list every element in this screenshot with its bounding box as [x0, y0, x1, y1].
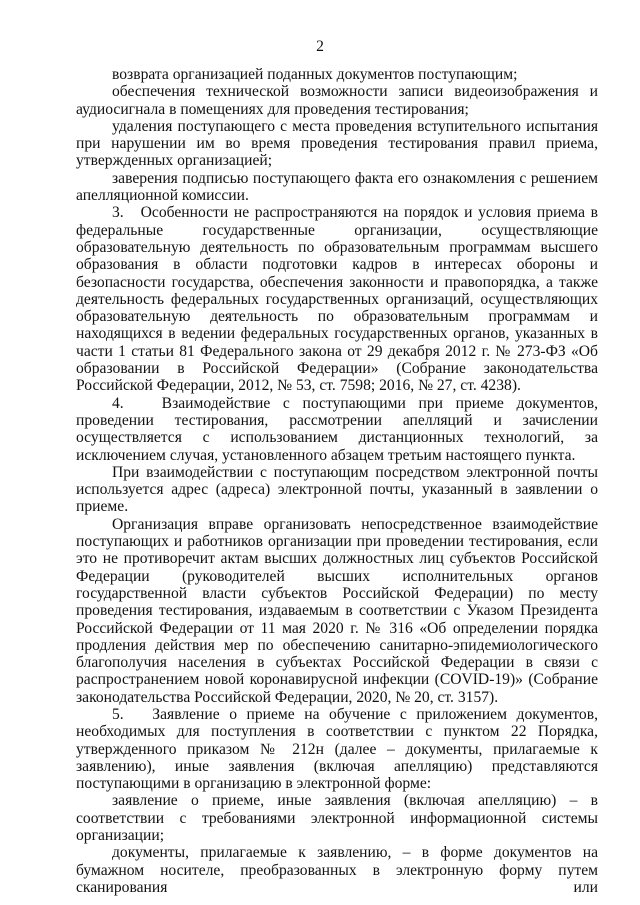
page-number: 2: [316, 38, 324, 55]
paragraph: документы, прилагаемые к заявлению, – в форме документов на бумажном носителе, преобразованных в электронную форму путем сканирования или: [76, 844, 598, 896]
paragraph: При взаимодействии с поступающим посредством электронной почты используется адрес (адреса) электронной почты, указанный в заявлении о приеме.: [76, 463, 598, 516]
paragraph: возврата организацией поданных документов поступающим;: [112, 66, 518, 83]
paragraph-item-3: 3. Особенности не распространяются на порядок и условия приема в федеральные государственные организации, осуществляющие образовательную деятельность по образовательным программам высшего образования в области подготовки кадров в интересах обороны и безопасности государства, обеспечения законности и правопорядка, а также деятельность федеральных государственных организаций, осуществляющих образовательную деятельность по образовательным программам и находящихся в ведении федеральных государственных органов, указанных в части 1 статьи 81 Федерального закона от 29 декабря 2012 г. № 273-ФЗ «Об образовании в Российской Федерации» (Собрание законодательства Российской Федерации, 2012, № 53, ст. 7598; 2016, № 27, ст. 4238).: [76, 204, 598, 395]
paragraph: Организация вправе организовать непосредственное взаимодействие поступающих и работников организации при проведении тестирования, если это не противоречит актам высших должностных лиц субъектов Российской Федерации (руководителей высших исполнительных органов государственной власти субъектов Российской Федерации) по месту проведения тестирования, издаваемым в соответствии с Указом Президента Российской Федерации от 11 мая 2020 г. № 316 «Об определении порядка продления действия мер по обеспечению санитарно-эпидемиологического благополучия населения в субъектах Российской Федерации в связи с распространением новой коронавирусной инфекции (COVID-19)» (Собрание законодательства Российской Федерации, 2020, № 20, ст. 3157).: [76, 515, 598, 706]
paragraph: обеспечения технической возможности записи видеоизображения и аудиосигнала в помещениях для проведения тестирования;: [76, 83, 598, 118]
paragraph: заверения подписью поступающего факта его ознакомления с решением апелляционной комиссии.: [76, 169, 598, 205]
paragraph: удаления поступающего с места проведения вступительного испытания при нарушении им во время проведения тестирования правил приема, утвержденных организацией;: [76, 117, 598, 170]
paragraph-item-5: 5. Заявление о приеме на обучение с приложением документов, необходимых для поступления в соответствии с пунктом 22 Порядка, утвержденного приказом № 212н (далее – документы, прилагаемые к заявлению), иные заявления (включая апелляцию) представляются поступающими в организацию в электронной форме:: [76, 705, 598, 793]
paragraph: заявление о приеме, иные заявления (включая апелляцию) – в соответствии с требованиями электронной информационной системы организации;: [76, 792, 598, 845]
paragraph-item-4: 4. Взаимодействие с поступающими при приеме документов, проведении тестирования, рассмотрении апелляций и зачислении осуществляется с использованием дистанционных технологий, за исключением случая, установленного абзацем третьим настоящего пункта.: [76, 394, 598, 464]
document-body: [76, 66, 598, 896]
